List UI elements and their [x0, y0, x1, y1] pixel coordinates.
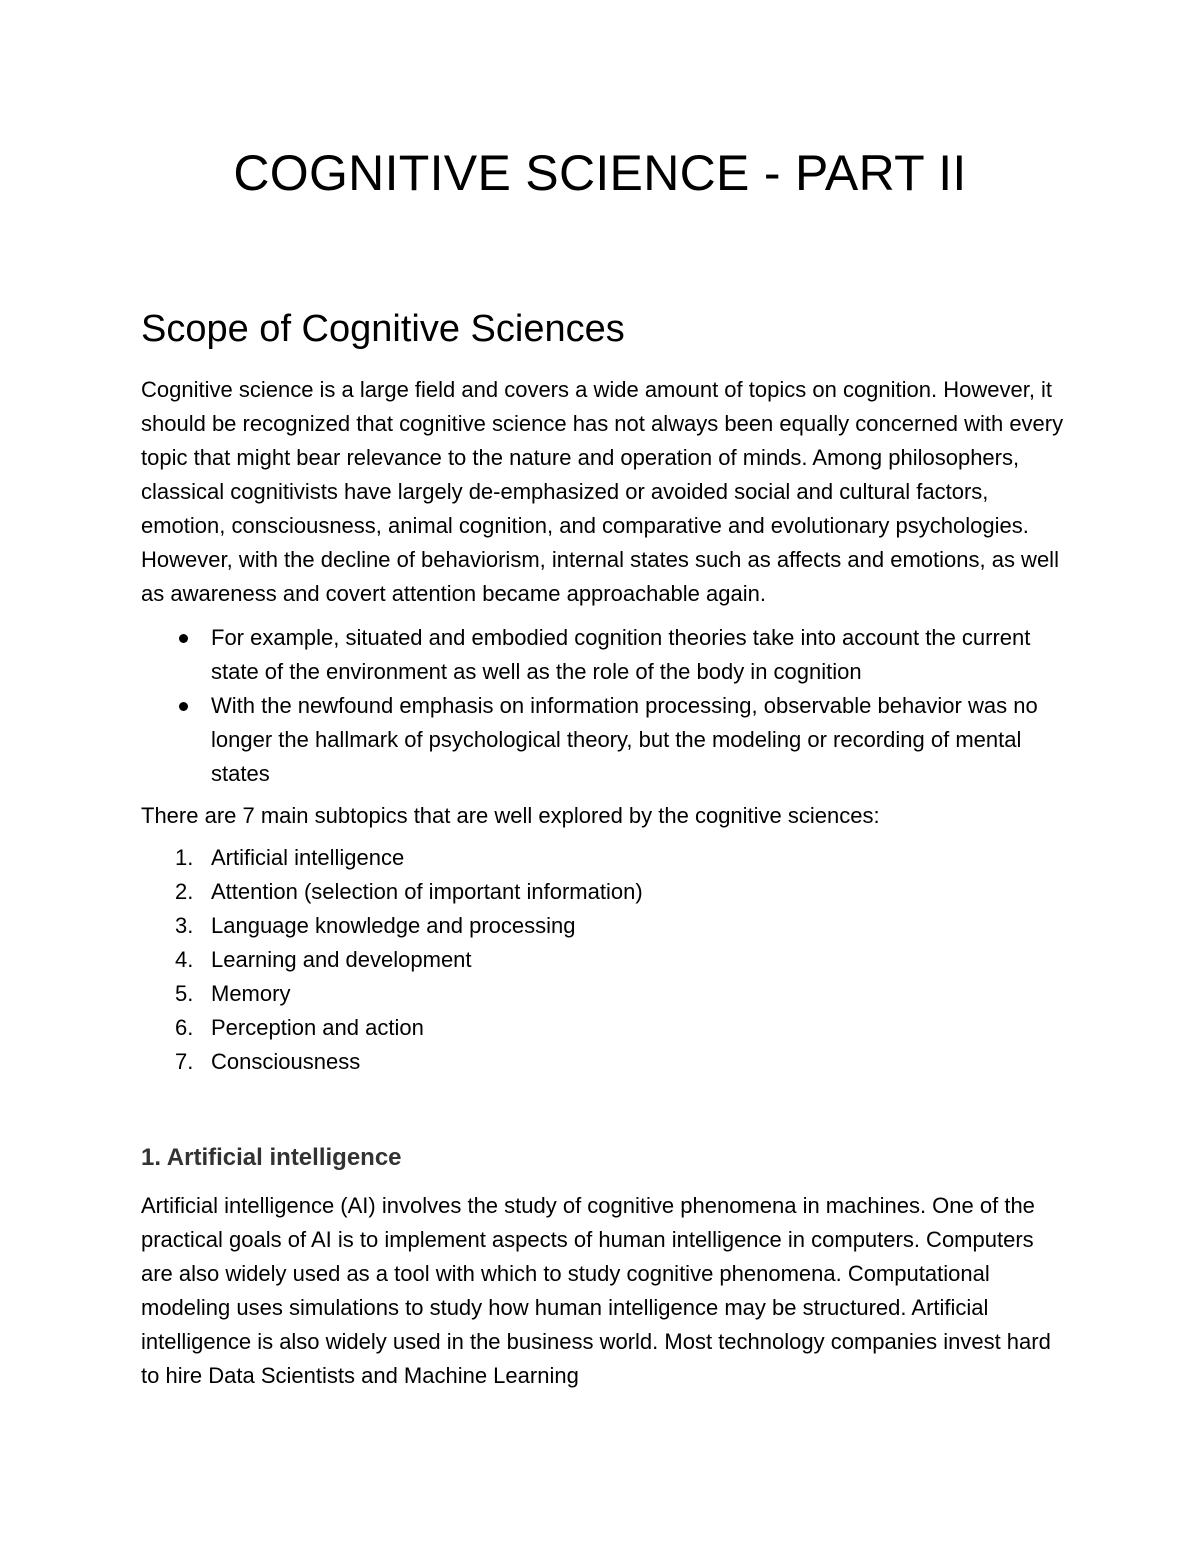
subtopics-list	[141, 841, 1071, 1079]
list-item	[141, 621, 1071, 689]
scope-paragraph: Cognitive science is a large field and covers a wide amount of topics on cognition. However, it should be recognized that cognitive science has not always been equally concerned with every topic that might bear relevance to the nature and operation of minds. Among philosophers, classical cognitivists have largely de-emphasized or avoided social and cultural factors, emotion, consciousness, animal cognition, and comparative and evolutionary psychologies. However, with the decline of behaviorism, internal states such as affects and emotions, as well as awareness and covert attention became approachable again.	[141, 377, 1064, 606]
subtopics-intro: There are 7 main subtopics that are well explored by the cognitive sciences:	[141, 803, 880, 828]
subtopic-text: Artificial intelligence	[211, 845, 405, 870]
bullet-list	[141, 621, 1071, 791]
document-title: COGNITIVE SCIENCE - PART II	[233, 145, 967, 201]
list-number: 5.	[175, 981, 194, 1006]
list-number: 1.	[175, 845, 194, 870]
document-body	[141, 303, 1071, 1393]
list-item	[141, 977, 1071, 1011]
subtopic-text: Learning and development	[211, 947, 472, 972]
list-item	[141, 875, 1071, 909]
list-number: 3.	[175, 913, 194, 938]
list-item	[141, 943, 1071, 977]
subtopic-text: Memory	[211, 981, 291, 1006]
section-heading-ai: 1. Artificial intelligence	[141, 1144, 402, 1171]
list-item	[141, 1045, 1071, 1079]
list-item	[141, 841, 1071, 875]
bullet-icon	[179, 634, 188, 643]
subtopic-text: Perception and action	[211, 1015, 424, 1040]
subtopic-text: Language knowledge and processing	[211, 913, 576, 938]
list-number: 6.	[175, 1015, 194, 1040]
ai-paragraph: Artificial intelligence (AI) involves the study of cognitive phenomena in machines. One of the practical goals of AI is to implement aspects of human intelligence in computers. Computers are also widely used as a tool with which to study cognitive phenomena. Computational modeling uses simulations to study how human intelligence may be structured. Artificial intelligence is also widely used in the business world. Most technology companies invest hard to hire Data Scientists and Machine Learning	[141, 1193, 1051, 1388]
bullet-icon	[179, 702, 188, 711]
list-item	[141, 909, 1071, 943]
bullet-text: With the newfound emphasis on information processing, observable behavior was no longer the hallmark of psychological theory, but the modeling or recording of mental states	[211, 693, 1038, 786]
list-number: 2.	[175, 879, 194, 904]
subtopic-text: Attention (selection of important information)	[211, 879, 643, 904]
list-item	[141, 689, 1071, 791]
subtopic-text: Consciousness	[211, 1049, 361, 1074]
section-heading-scope: Scope of Cognitive Sciences	[141, 308, 625, 350]
list-number: 4.	[175, 947, 194, 972]
list-number: 7.	[175, 1049, 194, 1074]
list-item	[141, 1011, 1071, 1045]
bullet-text: For example, situated and embodied cognition theories take into account the current state of the environment as well as the role of the body in cognition	[211, 625, 1031, 684]
